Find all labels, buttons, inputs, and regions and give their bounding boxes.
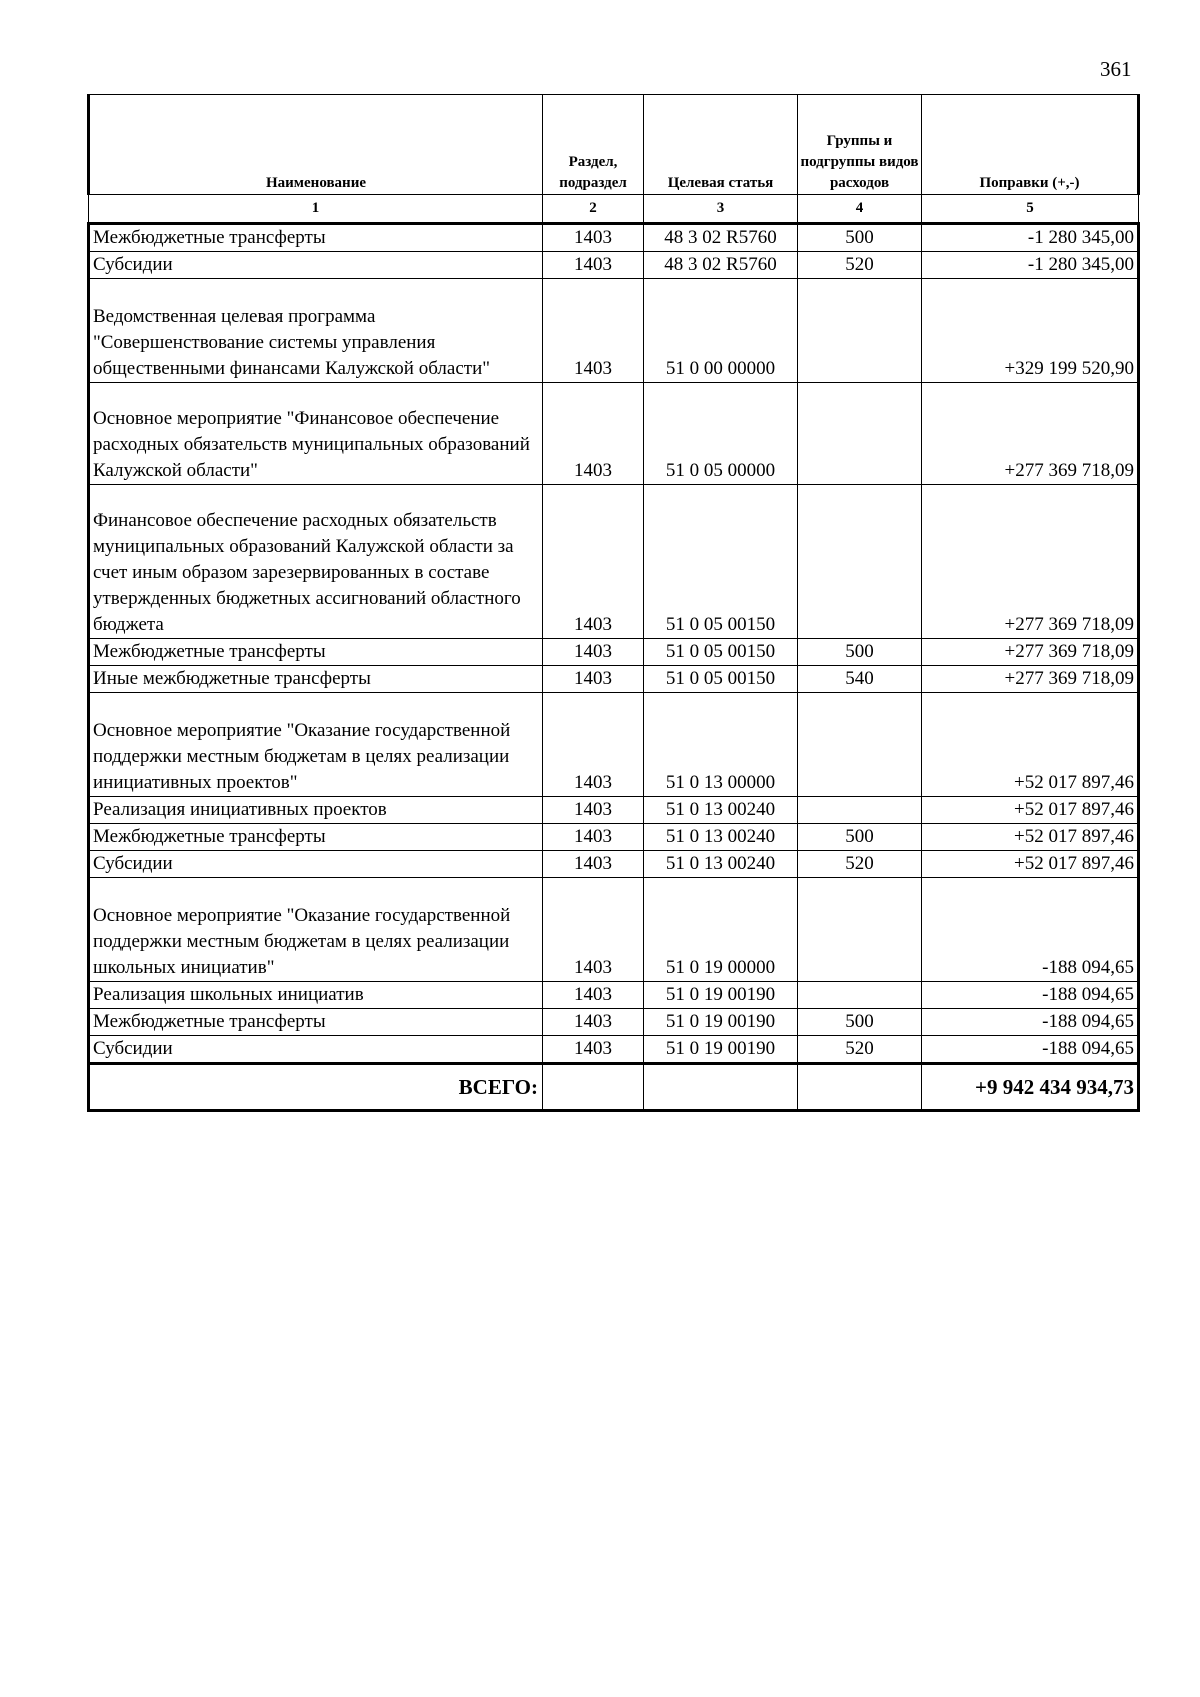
- row-section: 1403: [543, 1036, 644, 1064]
- column-number: 2: [543, 195, 644, 224]
- row-group: 500: [798, 1009, 922, 1036]
- column-number: 5: [922, 195, 1139, 224]
- row-name: Иные межбюджетные трансферты: [89, 666, 543, 693]
- row-name: Реализация инициативных проектов: [89, 797, 543, 824]
- row-section: 1403: [543, 666, 644, 693]
- row-amount: +329 199 520,90: [922, 279, 1139, 383]
- row-group: [798, 383, 922, 485]
- table-row: [89, 224, 1139, 252]
- row-target: 51 0 13 00240: [644, 851, 798, 878]
- row-group: [798, 797, 922, 824]
- row-amount: +277 369 718,09: [922, 383, 1139, 485]
- row-section: 1403: [543, 252, 644, 279]
- row-group: 500: [798, 639, 922, 666]
- row-section: 1403: [543, 824, 644, 851]
- row-target: 51 0 00 00000: [644, 279, 798, 383]
- row-name: Финансовое обеспечение расходных обязательств муниципальных образований Калужской области за счет иным образом зарезервированных в составе утвержденных бюджетных ассигнований областного бюджета: [89, 485, 543, 639]
- row-target: 48 3 02 R5760: [644, 224, 798, 252]
- row-amount: +277 369 718,09: [922, 666, 1139, 693]
- total-empty-cell: [644, 1064, 798, 1111]
- row-target: 51 0 05 00000: [644, 383, 798, 485]
- row-target: 51 0 19 00000: [644, 878, 798, 982]
- row-name: Межбюджетные трансферты: [89, 824, 543, 851]
- row-target: 51 0 05 00150: [644, 639, 798, 666]
- table-row: [89, 851, 1139, 878]
- row-amount: +52 017 897,46: [922, 693, 1139, 797]
- total-amount: +9 942 434 934,73: [922, 1064, 1139, 1111]
- row-group: 520: [798, 1036, 922, 1064]
- row-section: 1403: [543, 383, 644, 485]
- column-number: 4: [798, 195, 922, 224]
- row-name: Межбюджетные трансферты: [89, 639, 543, 666]
- row-group: 520: [798, 851, 922, 878]
- table-row: [89, 1009, 1139, 1036]
- total-label: ВСЕГО:: [89, 1064, 543, 1111]
- row-name: Субсидии: [89, 1036, 543, 1064]
- table-row: [89, 666, 1139, 693]
- header-target: Целевая статья: [644, 95, 798, 195]
- row-name: Межбюджетные трансферты: [89, 1009, 543, 1036]
- page-number: 361: [1100, 57, 1132, 81]
- total-empty-cell: [798, 1064, 922, 1111]
- row-amount: -188 094,65: [922, 1009, 1139, 1036]
- row-name: Субсидии: [89, 252, 543, 279]
- row-amount: -188 094,65: [922, 982, 1139, 1009]
- row-amount: +277 369 718,09: [922, 485, 1139, 639]
- header-amendments: Поправки (+,-): [922, 95, 1139, 195]
- row-amount: -1 280 345,00: [922, 252, 1139, 279]
- row-section: 1403: [543, 224, 644, 252]
- row-group: 520: [798, 252, 922, 279]
- row-target: 51 0 05 00150: [644, 666, 798, 693]
- column-number: 3: [644, 195, 798, 224]
- row-section: 1403: [543, 279, 644, 383]
- total-row: [89, 1064, 1139, 1111]
- row-amount: +52 017 897,46: [922, 851, 1139, 878]
- row-section: 1403: [543, 639, 644, 666]
- table-row: [89, 252, 1139, 279]
- row-group: 500: [798, 824, 922, 851]
- row-section: 1403: [543, 693, 644, 797]
- column-number: 1: [89, 195, 543, 224]
- table-row: [89, 1036, 1139, 1064]
- row-amount: -1 280 345,00: [922, 224, 1139, 252]
- header-groups: Группы и подгруппы видов расходов: [798, 95, 922, 195]
- row-section: 1403: [543, 878, 644, 982]
- row-group: [798, 485, 922, 639]
- row-section: 1403: [543, 982, 644, 1009]
- row-name: Основное мероприятие "Оказание государственной поддержки местным бюджетам в целях реализации школьных инициатив": [89, 878, 543, 982]
- table-row: [89, 878, 1139, 982]
- row-name: Субсидии: [89, 851, 543, 878]
- row-name: Межбюджетные трансферты: [89, 224, 543, 252]
- row-name: Основное мероприятие "Финансовое обеспечение расходных обязательств муниципальных образований Калужской области": [89, 383, 543, 485]
- row-amount: +277 369 718,09: [922, 639, 1139, 666]
- row-target: 51 0 05 00150: [644, 485, 798, 639]
- column-number-row: [89, 195, 1139, 224]
- row-amount: -188 094,65: [922, 878, 1139, 982]
- row-section: 1403: [543, 1009, 644, 1036]
- row-section: 1403: [543, 797, 644, 824]
- row-target: 51 0 13 00240: [644, 797, 798, 824]
- table-row: [89, 485, 1139, 639]
- header-name: Наименование: [89, 95, 543, 195]
- row-group: [798, 982, 922, 1009]
- total-empty-cell: [543, 1064, 644, 1111]
- table-row: [89, 383, 1139, 485]
- row-target: 51 0 19 00190: [644, 1009, 798, 1036]
- row-group: 500: [798, 224, 922, 252]
- row-name: Реализация школьных инициатив: [89, 982, 543, 1009]
- row-target: 51 0 19 00190: [644, 982, 798, 1009]
- row-target: 51 0 13 00000: [644, 693, 798, 797]
- table-row: [89, 797, 1139, 824]
- row-group: [798, 878, 922, 982]
- table-header-row: [89, 95, 1139, 195]
- row-group: 540: [798, 666, 922, 693]
- row-target: 48 3 02 R5760: [644, 252, 798, 279]
- row-target: 51 0 19 00190: [644, 1036, 798, 1064]
- row-name: Основное мероприятие "Оказание государственной поддержки местным бюджетам в целях реализации инициативных проектов": [89, 693, 543, 797]
- row-section: 1403: [543, 485, 644, 639]
- row-section: 1403: [543, 851, 644, 878]
- row-group: [798, 279, 922, 383]
- budget-amendments-table: [87, 94, 1140, 1112]
- row-amount: +52 017 897,46: [922, 824, 1139, 851]
- row-target: 51 0 13 00240: [644, 824, 798, 851]
- row-amount: +52 017 897,46: [922, 797, 1139, 824]
- row-group: [798, 693, 922, 797]
- header-section: Раздел, подраздел: [543, 95, 644, 195]
- table-row: [89, 639, 1139, 666]
- row-name: Ведомственная целевая программа "Совершенствование системы управления общественными финансами Калужской области": [89, 279, 543, 383]
- table-row: [89, 982, 1139, 1009]
- table-row: [89, 279, 1139, 383]
- table-row: [89, 693, 1139, 797]
- table-row: [89, 824, 1139, 851]
- row-amount: -188 094,65: [922, 1036, 1139, 1064]
